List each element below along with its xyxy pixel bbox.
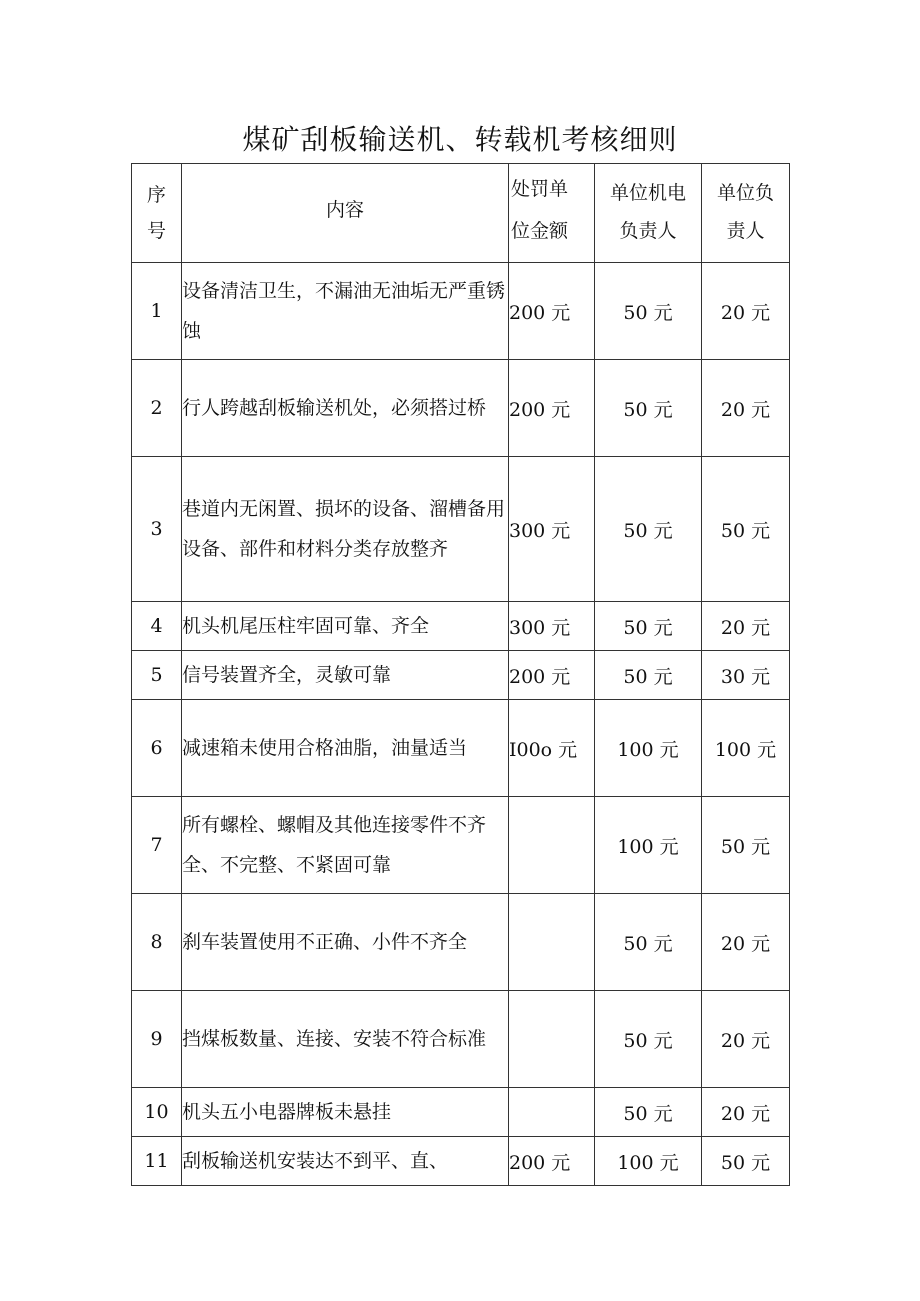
table-row (132, 602, 790, 651)
row-seq: 6 (132, 700, 182, 797)
row-seq: 2 (132, 360, 182, 457)
header-resp-line2: 责人 (726, 220, 765, 242)
row-electrical-penalty: 50 元 (595, 894, 702, 991)
row-seq: 11 (132, 1137, 182, 1186)
row-unit-penalty (509, 894, 595, 991)
row-unit-penalty: 200 元 (509, 263, 595, 360)
header-elec-line2: 负责人 (619, 220, 677, 242)
row-content: 刮板输送机安装达不到平、直、 (182, 1137, 509, 1186)
table-row (132, 651, 790, 700)
row-unit-penalty: 200 元 (509, 651, 595, 700)
row-unit-penalty (509, 1088, 595, 1137)
row-seq: 9 (132, 991, 182, 1088)
table-header-row (132, 164, 790, 263)
row-manager-penalty: 20 元 (702, 602, 790, 651)
row-unit-penalty (509, 991, 595, 1088)
row-manager-penalty: 20 元 (702, 360, 790, 457)
header-electrical-manager (595, 164, 702, 263)
assessment-table (131, 163, 790, 1186)
row-unit-penalty: I00o 元 (509, 700, 595, 797)
row-content: 机头五小电器牌板未悬挂 (182, 1088, 509, 1137)
table-row (132, 457, 790, 602)
row-manager-penalty: 50 元 (702, 457, 790, 602)
row-electrical-penalty: 50 元 (595, 263, 702, 360)
row-unit-penalty: 200 元 (509, 360, 595, 457)
row-seq: 4 (132, 602, 182, 651)
table-row (132, 700, 790, 797)
header-unit-manager (702, 164, 790, 263)
row-content: 信号装置齐全，灵敏可靠 (182, 651, 509, 700)
table-row (132, 797, 790, 894)
row-manager-penalty: 30 元 (702, 651, 790, 700)
header-seq (132, 164, 182, 263)
header-unit-line1: 处罚单 (511, 178, 569, 200)
row-manager-penalty: 20 元 (702, 1088, 790, 1137)
header-seq-line1: 序 (146, 184, 166, 206)
row-seq: 7 (132, 797, 182, 894)
row-content: 机头机尾压柱牢固可靠、齐全 (182, 602, 509, 651)
table-row (132, 360, 790, 457)
row-unit-penalty: 300 元 (509, 457, 595, 602)
row-seq: 10 (132, 1088, 182, 1137)
row-manager-penalty: 20 元 (702, 263, 790, 360)
header-resp-line1: 单位负 (716, 182, 774, 204)
table-row (132, 894, 790, 991)
row-electrical-penalty: 50 元 (595, 651, 702, 700)
table-row (132, 991, 790, 1088)
row-electrical-penalty: 50 元 (595, 457, 702, 602)
row-electrical-penalty: 50 元 (595, 991, 702, 1088)
row-content: 所有螺栓、螺帽及其他连接零件不齐全、不完整、不紧固可靠 (182, 797, 509, 894)
row-manager-penalty: 50 元 (702, 797, 790, 894)
row-electrical-penalty: 100 元 (595, 700, 702, 797)
row-content: 挡煤板数量、连接、安装不符合标准 (182, 991, 509, 1088)
header-content: 内容 (182, 164, 509, 263)
header-seq-line2: 号 (146, 220, 166, 242)
header-elec-line1: 单位机电 (609, 182, 686, 204)
header-unit-line2: 位金额 (511, 220, 569, 242)
row-content: 巷道内无闲置、损坏的设备、溜槽备用设备、部件和材料分类存放整齐 (182, 457, 509, 602)
table-row (132, 1137, 790, 1186)
row-electrical-penalty: 100 元 (595, 1137, 702, 1186)
row-seq: 3 (132, 457, 182, 602)
row-manager-penalty: 20 元 (702, 991, 790, 1088)
row-unit-penalty (509, 797, 595, 894)
row-content: 设备清洁卫生，不漏油无油垢无严重锈蚀 (182, 263, 509, 360)
row-seq: 1 (132, 263, 182, 360)
row-electrical-penalty: 100 元 (595, 797, 702, 894)
row-electrical-penalty: 50 元 (595, 360, 702, 457)
row-seq: 5 (132, 651, 182, 700)
row-electrical-penalty: 50 元 (595, 1088, 702, 1137)
row-manager-penalty: 20 元 (702, 894, 790, 991)
row-content: 刹车装置使用不正确、小件不齐全 (182, 894, 509, 991)
header-unit-penalty (509, 164, 595, 263)
row-electrical-penalty: 50 元 (595, 602, 702, 651)
row-manager-penalty: 50 元 (702, 1137, 790, 1186)
row-manager-penalty: 100 元 (702, 700, 790, 797)
row-unit-penalty: 300 元 (509, 602, 595, 651)
row-content: 减速箱未使用合格油脂，油量适当 (182, 700, 509, 797)
row-seq: 8 (132, 894, 182, 991)
row-content: 行人跨越刮板输送机处，必须搭过桥 (182, 360, 509, 457)
table-row (132, 1088, 790, 1137)
document-title: 煤矿刮板输送机、转载机考核细则 (242, 123, 678, 156)
row-unit-penalty: 200 元 (509, 1137, 595, 1186)
table-row (132, 263, 790, 360)
